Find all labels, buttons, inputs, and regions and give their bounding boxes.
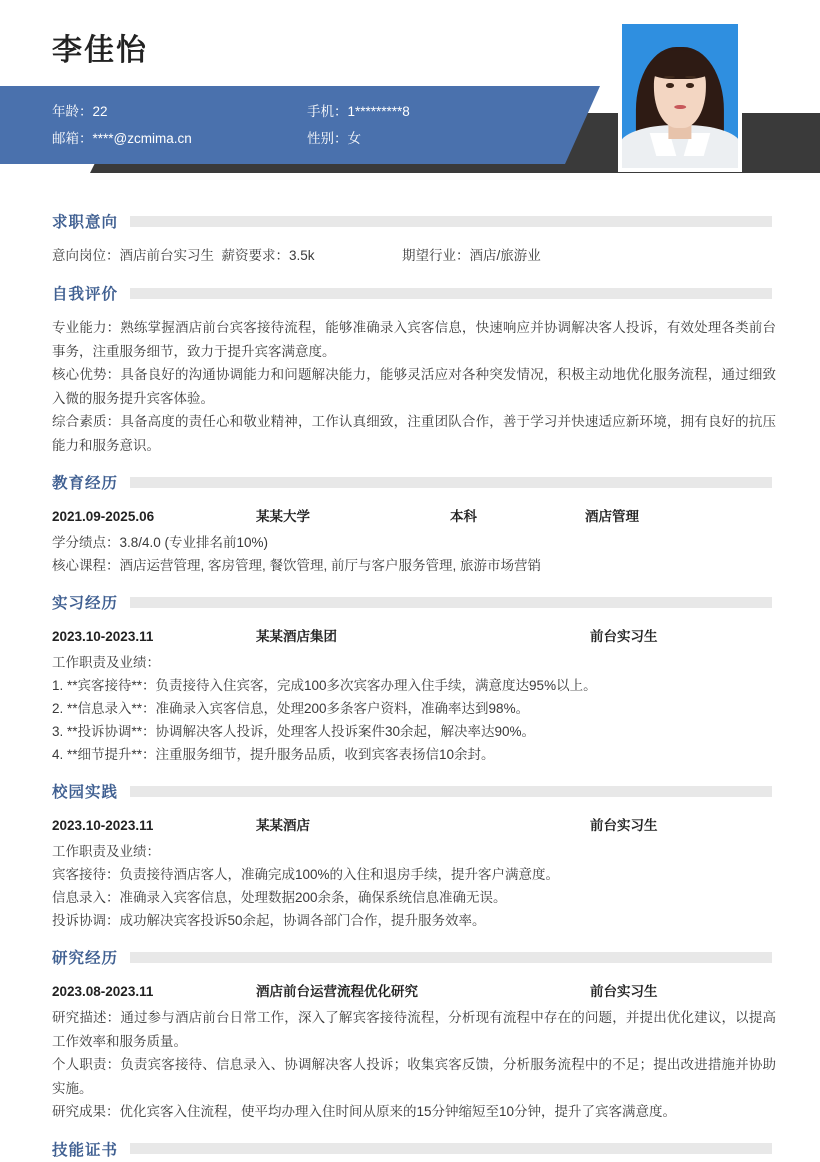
- internship-role: 前台实习生: [590, 629, 658, 644]
- section-header: [40, 778, 780, 804]
- research-date: 2023.08-2023.11: [52, 984, 154, 999]
- section-campus-practice: [40, 778, 780, 932]
- internship-item: 4. **细节提升**：注重服务细节，提升服务品质，收到宾客表扬信10余封。: [52, 747, 495, 762]
- avatar: [618, 20, 742, 172]
- contact-row: [52, 125, 522, 152]
- section-title-job-intention: 求职意向: [52, 214, 119, 231]
- section-job-intention: [40, 208, 780, 268]
- section-divider-bar: [130, 597, 772, 608]
- campus-item: 信息录入：准确录入宾客信息，处理数据200余条，确保系统信息准确无误。: [52, 890, 507, 905]
- industry-label: 期望行业：: [402, 248, 470, 263]
- salary-label: 薪资要求：: [221, 248, 290, 263]
- internship-subtitle: 工作职责及业绩：: [52, 655, 160, 670]
- research-item: 研究成果：优化宾客入住流程，使平均办理入住时间从原来的15分钟缩短至10分钟，提升了宾客满意度。: [52, 1104, 677, 1119]
- section-divider-bar: [130, 1143, 772, 1154]
- campus-date: 2023.10-2023.11: [52, 818, 154, 833]
- education-gpa: 学分绩点：3.8/4.0 (专业排名前10%): [52, 535, 269, 550]
- section-title-research: 研究经历: [52, 950, 119, 967]
- contact-age-value: 22: [92, 104, 108, 119]
- section-header: [40, 1136, 780, 1162]
- contact-gender-value: 女: [347, 131, 361, 146]
- education-date: 2021.09-2025.06: [52, 509, 155, 524]
- research-item: 个人职责：负责宾客接待、信息录入、协调解决客人投诉；收集宾客反馈，分析服务流程中的不足；提出改进措施并协助实施。: [52, 1057, 776, 1096]
- campus-item: 投诉协调：成功解决宾客投诉50余起，协调各部门合作，提升服务效率。: [52, 913, 486, 928]
- industry-value: 酒店/旅游业: [469, 248, 541, 263]
- campus-item: 宾客接待：负责接待酒店客人，准确完成100%的入住和退房手续，提升客户满意度。: [52, 867, 560, 882]
- avatar-photo: [622, 24, 738, 168]
- contact-phone-value: 1*********8: [347, 104, 410, 119]
- job-intention-position: [52, 244, 402, 268]
- section-title-self-evaluation: 自我评价: [52, 286, 119, 303]
- section-title-skills-certificates: 技能证书: [52, 1141, 119, 1159]
- resume-header: [0, 0, 820, 196]
- contact-info: [52, 98, 522, 152]
- job-intention-row: [40, 244, 780, 268]
- internship-item: 3. **投诉协调**：协调解决客人投诉，处理客人投诉案件30余起，解决率达90%。: [52, 724, 536, 739]
- contact-email: [52, 125, 307, 152]
- section-header: [40, 469, 780, 495]
- avatar-eye-left: [666, 83, 674, 88]
- education-degree: 本科: [450, 509, 477, 524]
- section-title-campus-practice: 校园实践: [52, 784, 119, 801]
- education-row: [40, 505, 780, 529]
- internship-item: 2. **信息录入**：准确录入宾客信息，处理200多条客户资料，准确率达到98%。: [52, 701, 530, 716]
- contact-row: [52, 98, 522, 125]
- research-project: 酒店前台运营流程优化研究: [256, 984, 418, 999]
- self-eval-paragraph: 综合素质：具备高度的责任心和敬业精神，工作认真细致，注重团队合作，善于学习并快速适应新环境，拥有良好的抗压能力和服务意识。: [52, 414, 776, 453]
- position-value: 酒店前台实习生: [119, 248, 214, 263]
- contact-gender: [307, 125, 507, 152]
- section-divider-bar: [130, 786, 772, 797]
- section-title-internship: 实习经历: [52, 595, 119, 612]
- section-divider-bar: [130, 952, 772, 963]
- contact-email-value: ****@zcmima.cn: [92, 131, 192, 146]
- section-internship: [40, 589, 780, 766]
- internship-item: 1. **宾客接待**：负责接待入住宾客，完成100多次宾客办理入住手续，满意度达95%以上。: [52, 678, 597, 693]
- self-eval-paragraph: 核心优势：具备良好的沟通协调能力和问题解决能力，能够灵活应对各种突发情况，积极主动地优化服务流程，通过细致入微的服务提升宾客体验。: [52, 367, 776, 406]
- research-row: [40, 980, 780, 1004]
- self-eval-paragraph: 专业能力：熟练掌握酒店前台宾客接待流程，能够准确录入宾客信息，快速响应并协调解决客人投诉，有效处理各类前台事务，注重服务细节，致力于提升宾客满意度。: [52, 320, 776, 359]
- page-title: 李佳怡: [52, 34, 148, 67]
- section-divider-bar: [130, 288, 772, 299]
- internship-date: 2023.10-2023.11: [52, 629, 154, 644]
- section-education: [40, 469, 780, 577]
- contact-email-label: 邮箱：: [52, 131, 93, 146]
- education-school: 某某大学: [256, 509, 310, 524]
- internship-row: [40, 625, 780, 649]
- section-header: [40, 944, 780, 970]
- contact-age-label: 年龄：: [52, 104, 93, 119]
- campus-subtitle: 工作职责及业绩：: [52, 844, 160, 859]
- avatar-eye-right: [686, 83, 694, 88]
- research-role: 前台实习生: [590, 984, 658, 999]
- section-divider-bar: [130, 216, 772, 227]
- section-header: [40, 280, 780, 306]
- research-item: 研究描述：通过参与酒店前台日常工作，深入了解宾客接待流程，分析现有流程中存在的问题，并提出优化建议，以提高工作效率和服务质量。: [52, 1010, 776, 1049]
- contact-phone: [307, 98, 507, 125]
- section-self-evaluation: [40, 280, 780, 457]
- contact-phone-label: 手机：: [307, 104, 348, 119]
- education-courses: 核心课程：酒店运营管理, 客房管理, 餐饮管理, 前厅与客户服务管理, 旅游市场营销: [52, 558, 542, 573]
- job-intention-industry: [402, 244, 541, 268]
- education-major: 酒店管理: [585, 509, 639, 524]
- internship-company: 某某酒店集团: [256, 629, 337, 644]
- section-header: [40, 208, 780, 234]
- position-label: 意向岗位：: [52, 248, 120, 263]
- contact-gender-label: 性别：: [307, 131, 348, 146]
- resume-body: [0, 208, 820, 1162]
- salary-value: 3.5k: [289, 248, 315, 263]
- section-divider-bar: [130, 477, 772, 488]
- campus-row: [40, 814, 780, 838]
- contact-age: [52, 98, 307, 125]
- campus-company: 某某酒店: [256, 818, 310, 833]
- section-title-education: 教育经历: [52, 475, 119, 492]
- campus-role: 前台实习生: [590, 818, 658, 833]
- section-research: [40, 944, 780, 1124]
- section-header: [40, 589, 780, 615]
- section-skills-certificates: [40, 1136, 780, 1162]
